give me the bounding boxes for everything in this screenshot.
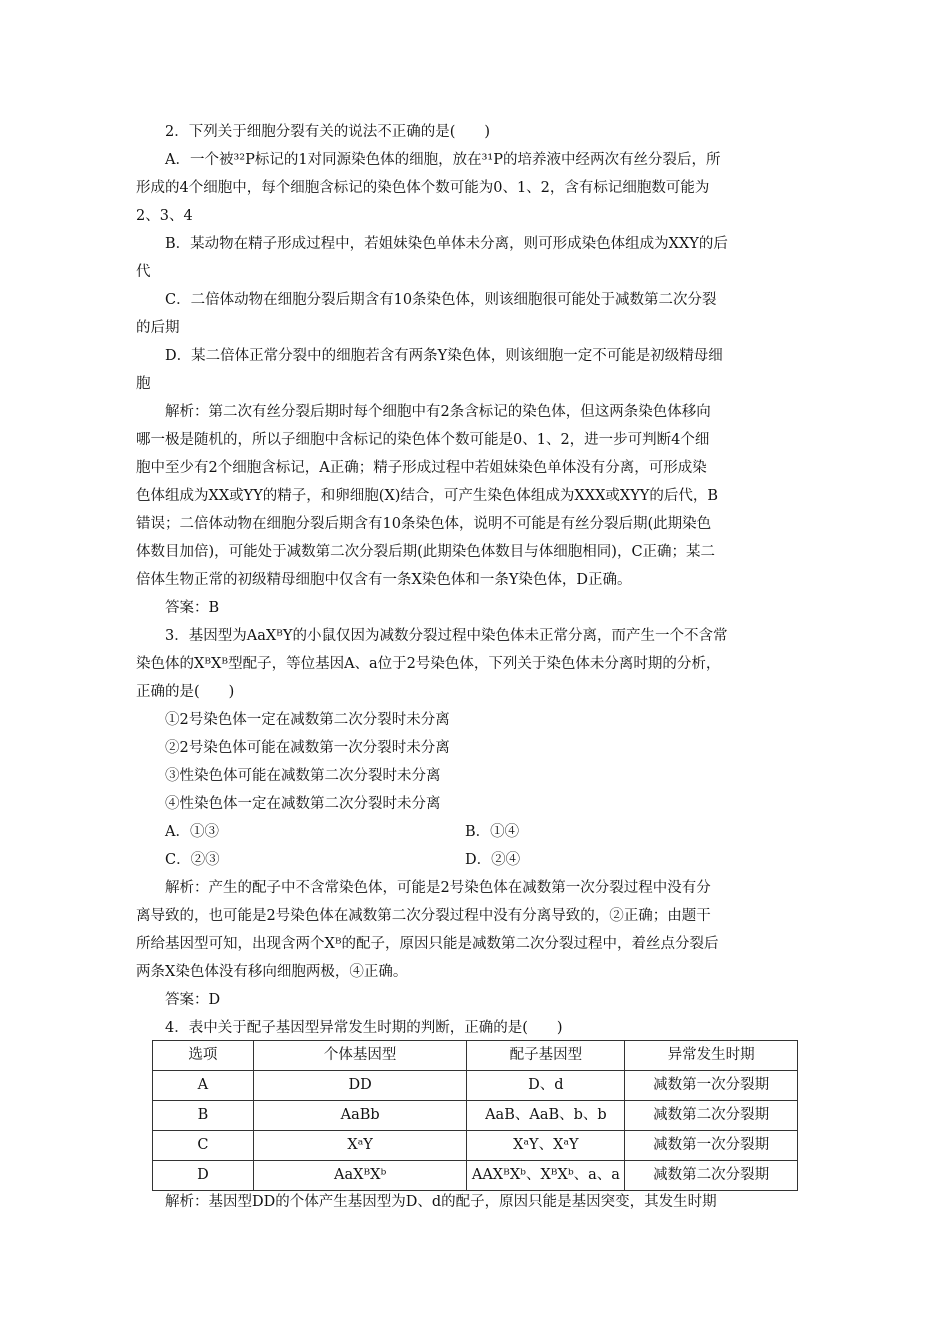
table-cell: DD — [253, 1071, 467, 1101]
table-cell: 减数第一次分裂期 — [625, 1131, 798, 1161]
q2-option-a: A．一个被³²P标记的1对同源染色体的细胞，放在³¹P的培养液中经两次有丝分裂后，所 — [165, 152, 721, 168]
table-cell: XᵃY — [253, 1131, 467, 1161]
table-cell: D — [153, 1161, 254, 1191]
table-row — [153, 1071, 798, 1101]
question-text — [136, 118, 816, 1042]
q2-analysis-line: 胞中至少有2个细胞含标记，A正确；精子形成过程中若姐妹染色单体没有分离，可形成染 — [136, 460, 707, 476]
q2-analysis-line: 错误；二倍体动物在细胞分裂后期含有10条染色体，说明不可能是有丝分裂后期(此期染色 — [136, 516, 712, 532]
q2-analysis-line: 色体组成为XX或YY的精子，和卵细胞(X)结合，可产生染色体组成为XXX或XYY的后代，B — [136, 488, 719, 504]
table-cell: C — [153, 1131, 254, 1161]
table-header-row — [153, 1041, 798, 1071]
q3-stem: 3．基因型为AaXᴮY的小鼠仅因为减数分裂过程中染色体未正常分离，而产生一个不含常 — [165, 628, 728, 644]
q3-choice-c: C．②③ — [165, 852, 220, 868]
table-cell: AaBb — [253, 1101, 467, 1131]
q3-stem-cont: 染色体的XᴮXᴮ型配子，等位基因A、a位于2号染色体，下列关于染色体未分离时期的分析， — [136, 656, 721, 672]
table-header: 异常发生时期 — [625, 1041, 798, 1071]
q3-choice-b: B．①④ — [465, 824, 520, 840]
q3-analysis-line: 两条X染色体没有移向细胞两极，④正确。 — [136, 964, 408, 980]
q3-choice-a: A．①③ — [165, 824, 219, 840]
table-cell: 减数第二次分裂期 — [625, 1101, 798, 1131]
table-cell: 减数第二次分裂期 — [625, 1161, 798, 1191]
q2-stem: 2．下列关于细胞分裂有关的说法不正确的是( ) — [165, 124, 491, 140]
table-cell: 减数第一次分裂期 — [625, 1071, 798, 1101]
table-header: 配子基因型 — [467, 1041, 625, 1071]
q2-option-b-cont: 代 — [136, 264, 151, 280]
q2-analysis-line: 倍体生物正常的初级精母细胞中仅含有一条X染色体和一条Y染色体，D正确。 — [136, 572, 632, 588]
q3-choices-row — [136, 846, 816, 874]
q3-item: ③性染色体可能在减数第二次分裂时未分离 — [165, 768, 441, 784]
q3-answer: 答案：D — [165, 992, 221, 1008]
table-header: 选项 — [153, 1041, 254, 1071]
table-row — [153, 1131, 798, 1161]
q2-analysis: 解析：第二次有丝分裂后期时每个细胞中有2条含标记的染色体，但这两条染色体移向 — [165, 404, 711, 420]
q2-option-b: B．某动物在精子形成过程中，若姐妹染色单体未分离，则可形成染色体组成为XXY的后 — [165, 236, 728, 252]
q3-item: ②2号染色体可能在减数第一次分裂时未分离 — [165, 740, 450, 756]
q2-option-d: D．某二倍体正常分裂中的细胞若含有两条Y染色体，则该细胞一定不可能是初级精母细 — [165, 348, 723, 364]
q4-analysis: 解析：基因型DD的个体产生基因型为D、d的配子，原因只能是基因突变，其发生时期 — [165, 1194, 717, 1210]
q3-analysis-line: 所给基因型可知，出现含两个Xᴮ的配子，原因只能是减数第二次分裂过程中，着丝点分裂后 — [136, 936, 719, 952]
q3-stem-cont: 正确的是( ) — [136, 684, 235, 700]
table-cell: XᵃY、XᵃY — [467, 1131, 625, 1161]
q2-option-d-cont: 胞 — [136, 376, 151, 392]
table-row — [153, 1161, 798, 1191]
q3-item: ①2号染色体一定在减数第二次分裂时未分离 — [165, 712, 450, 728]
q4-stem: 4．表中关于配子基因型异常发生时期的判断，正确的是( ) — [165, 1020, 563, 1036]
table-cell: AaXᴮXᵇ — [253, 1161, 467, 1191]
q2-option-c-cont: 的后期 — [136, 320, 180, 336]
table-cell: B — [153, 1101, 254, 1131]
table-cell: D、d — [467, 1071, 625, 1101]
q2-analysis-line: 哪一极是随机的，所以子细胞中含标记的染色体个数可能是0、1、2，进一步可判断4个细 — [136, 432, 710, 448]
table-cell: A — [153, 1071, 254, 1101]
q3-analysis: 解析：产生的配子中不含常染色体，可能是2号染色体在减数第一次分裂过程中没有分 — [165, 880, 711, 896]
q2-analysis-line: 体数目加倍)，可能处于减数第二次分裂后期(此期染色体数目与体细胞相同)，C正确；某二 — [136, 544, 716, 560]
q2-option-a-cont: 形成的4个细胞中，每个细胞含标记的染色体个数可能为0、1、2，含有标记细胞数可能为 — [136, 180, 710, 196]
q3-analysis-line: 离导致的，也可能是2号染色体在减数第二次分裂过程中没有分离导致的，②正确；由题干 — [136, 908, 711, 924]
q2-option-a-cont: 2、3、4 — [136, 208, 193, 224]
q2-answer: 答案：B — [165, 600, 220, 616]
q4-table — [152, 1040, 798, 1191]
q3-choices-row — [136, 818, 816, 846]
table-row — [153, 1101, 798, 1131]
table-header: 个体基因型 — [253, 1041, 467, 1071]
table-cell: AAXᴮXᵇ、XᴮXᵇ、a、a — [467, 1161, 625, 1191]
q3-item: ④性染色体一定在减数第二次分裂时未分离 — [165, 796, 441, 812]
table-cell: AaB、AaB、b、b — [467, 1101, 625, 1131]
q2-option-c: C．二倍体动物在细胞分裂后期含有10条染色体，则该细胞很可能处于减数第二次分裂 — [165, 292, 717, 308]
q3-choice-d: D．②④ — [465, 852, 521, 868]
